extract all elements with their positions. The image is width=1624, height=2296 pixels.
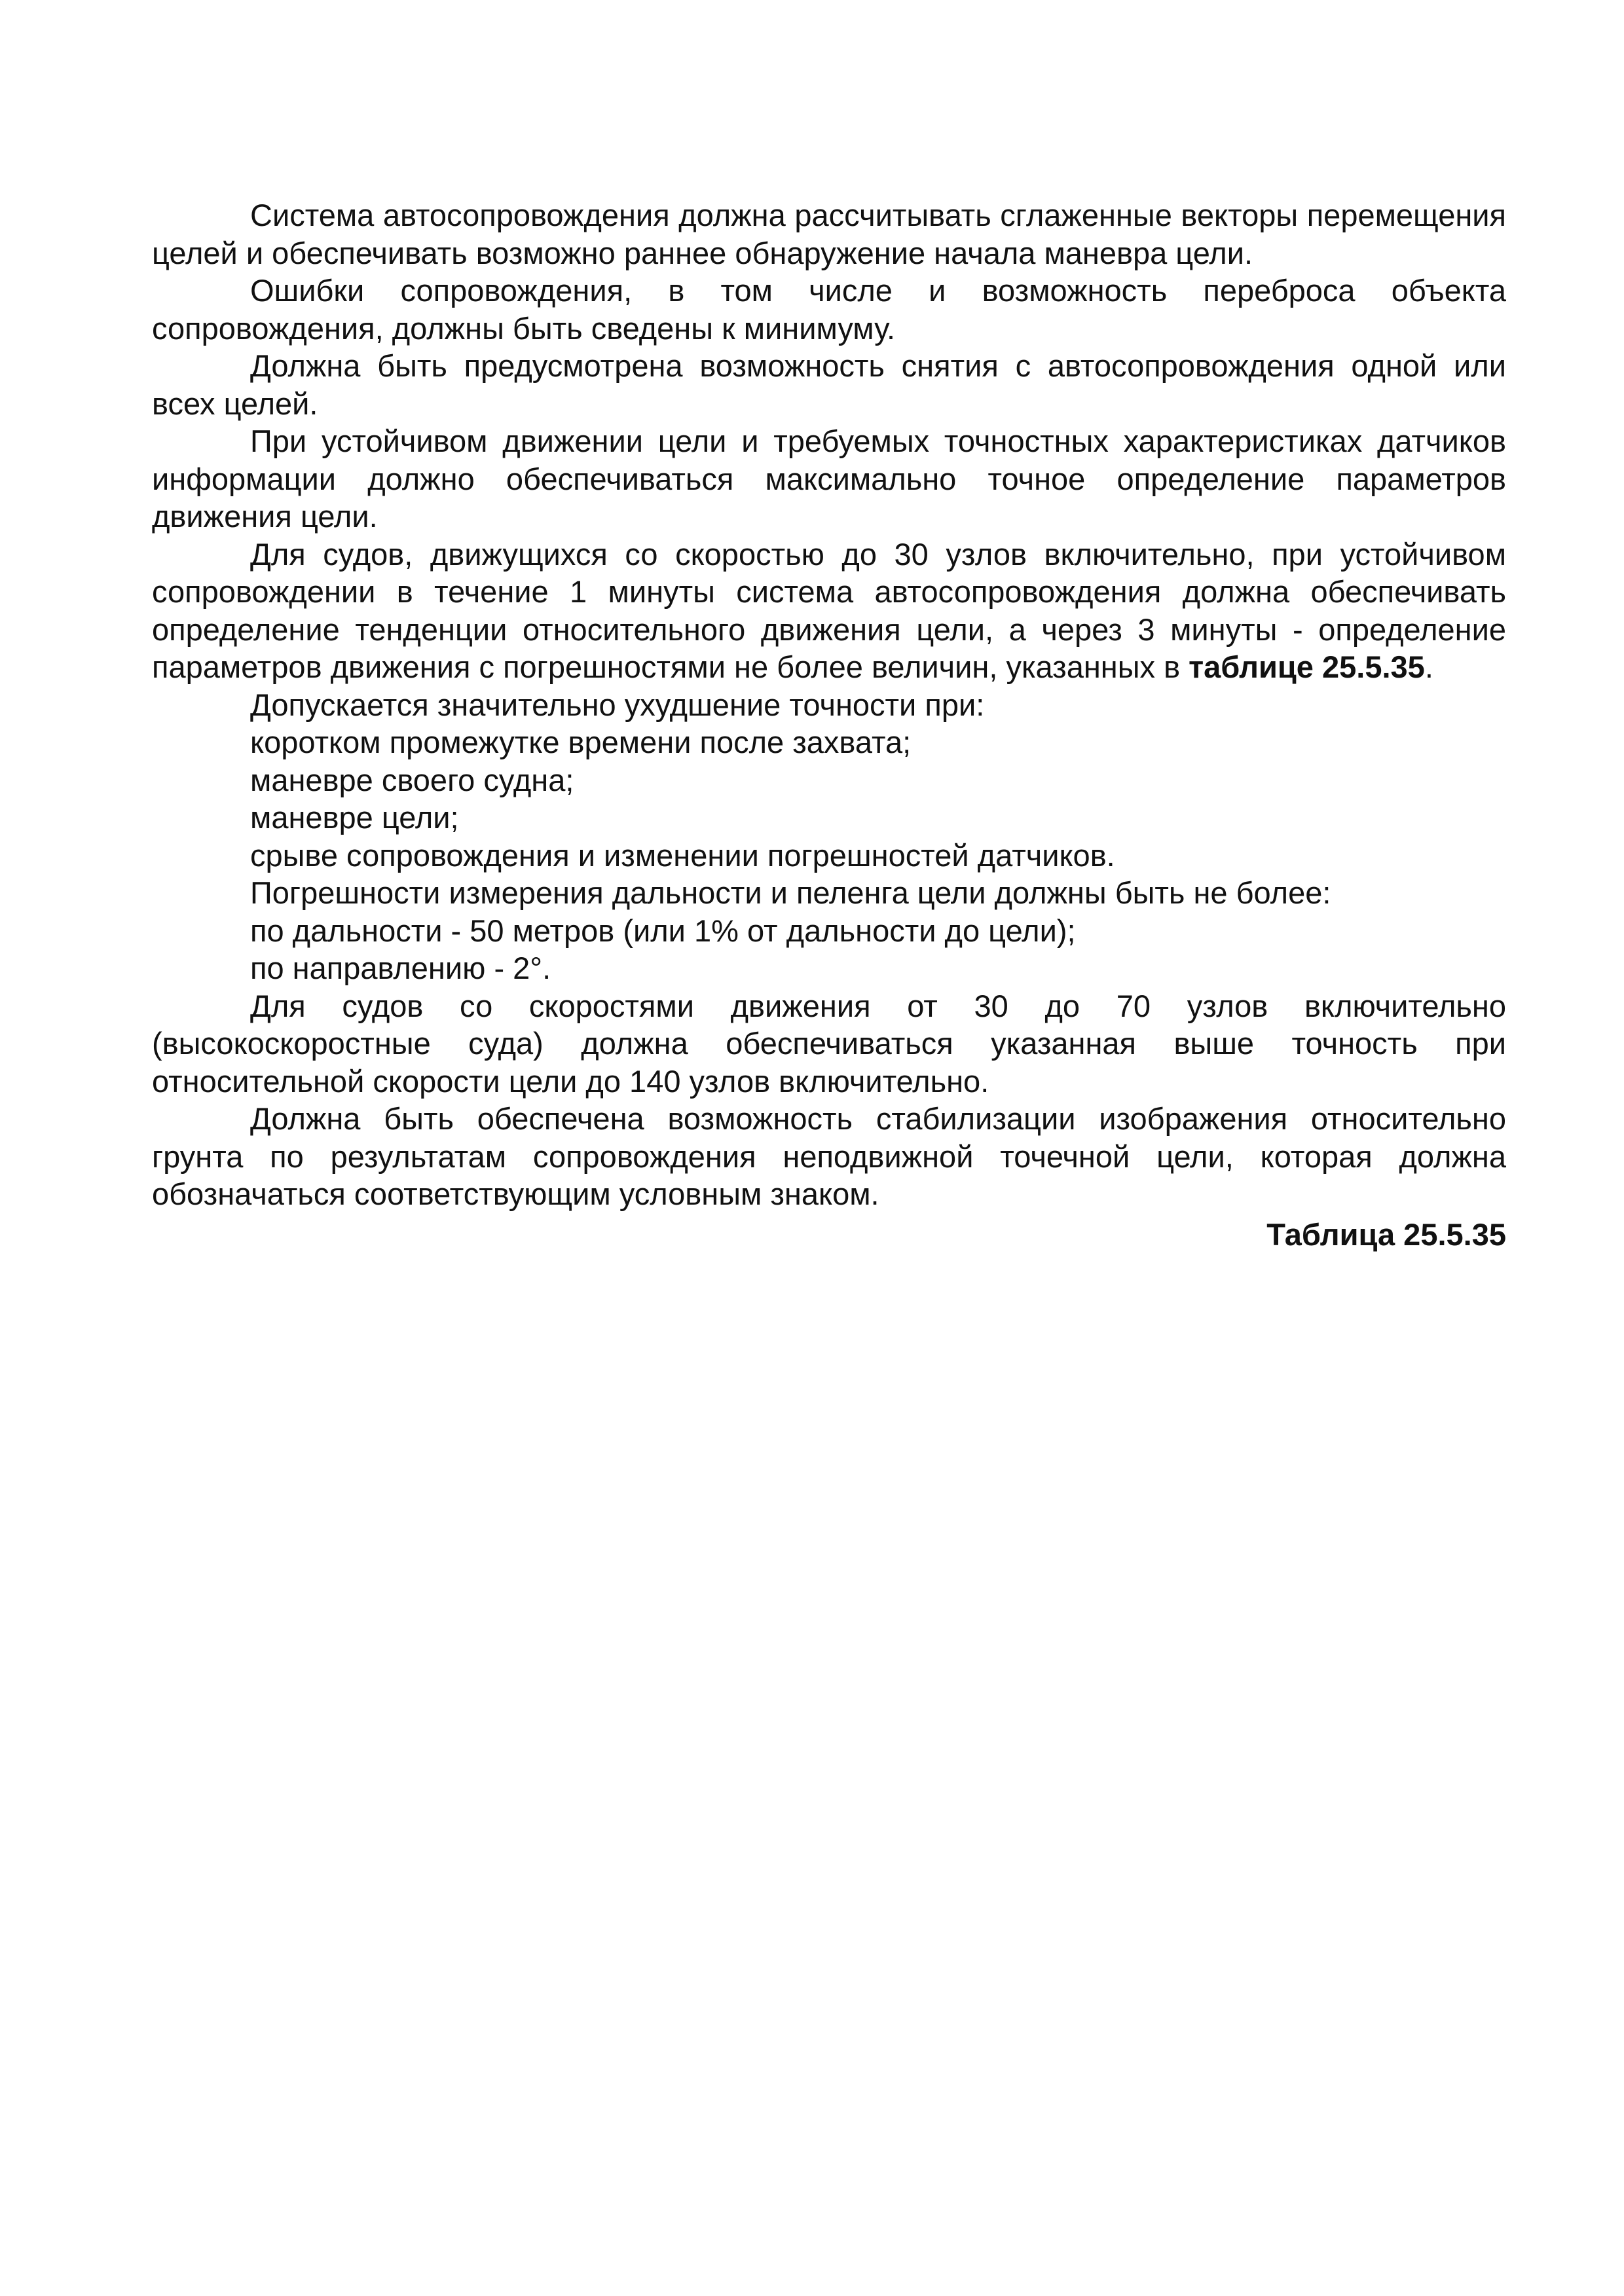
document-body bbox=[152, 196, 1506, 1253]
table-caption: Таблица 25.5.35 bbox=[1266, 1216, 1506, 1252]
list-item: срыве сопровождения и изменении погрешностей датчиков. bbox=[250, 837, 1115, 873]
paragraph-ground-stabilization: Должна быть обеспечена возможность стабилизации изображения относительно грунта по результатам сопровождения неподвижной точечной цели, которая должна обозначаться соответствующим условным знаком. bbox=[152, 1101, 1506, 1211]
paragraph-vessel-speed-30 bbox=[152, 536, 1506, 686]
list-item: маневре своего судна; bbox=[250, 762, 574, 797]
paragraph-cancel-tracking: Должна быть предусмотрена возможность снятия с автосопровождения одной или всех целей. bbox=[152, 348, 1506, 421]
paragraph-vessel-speed-text: Для судов, движущихся со скоростью до 30 узлов включительно, при устойчивом сопровождении в течение 1 минуты система автосопровождения должна обеспечивать определение тенденции относительного движения цели, а через 3 минуты - определение параметров движения с погрешностями не более величин, указанных в bbox=[152, 536, 1506, 684]
list-item: коротком промежутке времени после захвата; bbox=[250, 725, 912, 759]
paragraph-vessel-speed-end: . bbox=[1424, 649, 1433, 684]
paragraph-tracking-vectors: Система автосопровождения должна рассчитывать сглаженные векторы перемещения целей и обеспечивать возможно раннее обнаружение начала маневра цели. bbox=[152, 198, 1506, 270]
list-item: по дальности - 50 метров (или 1% от дальности до цели); bbox=[250, 913, 1076, 948]
table-reference: таблице 25.5.35 bbox=[1189, 649, 1425, 684]
list-item: по направлению - 2°. bbox=[250, 951, 551, 985]
paragraph-steady-motion: При устойчивом движении цели и требуемых точностных характеристиках датчиков информации должно обеспечиваться максимально точное определение параметров движения цели. bbox=[152, 424, 1506, 534]
paragraph-tracking-errors: Ошибки сопровождения, в том числе и возможность переброса объекта сопровождения, должны быть сведены к минимуму. bbox=[152, 273, 1506, 346]
paragraph-accuracy-degradation: Допускается значительно ухудшение точности при: bbox=[250, 687, 985, 722]
paragraph-high-speed-craft: Для судов со скоростями движения от 30 до 70 узлов включительно (высокоскоростные суда) должна обеспечиваться указанная выше точность при относительной скорости цели до 140 узлов включительно. bbox=[152, 988, 1506, 1099]
list-item: маневре цели; bbox=[250, 800, 459, 835]
paragraph-measurement-errors: Погрешности измерения дальности и пеленга цели должны быть не более: bbox=[250, 875, 1331, 910]
